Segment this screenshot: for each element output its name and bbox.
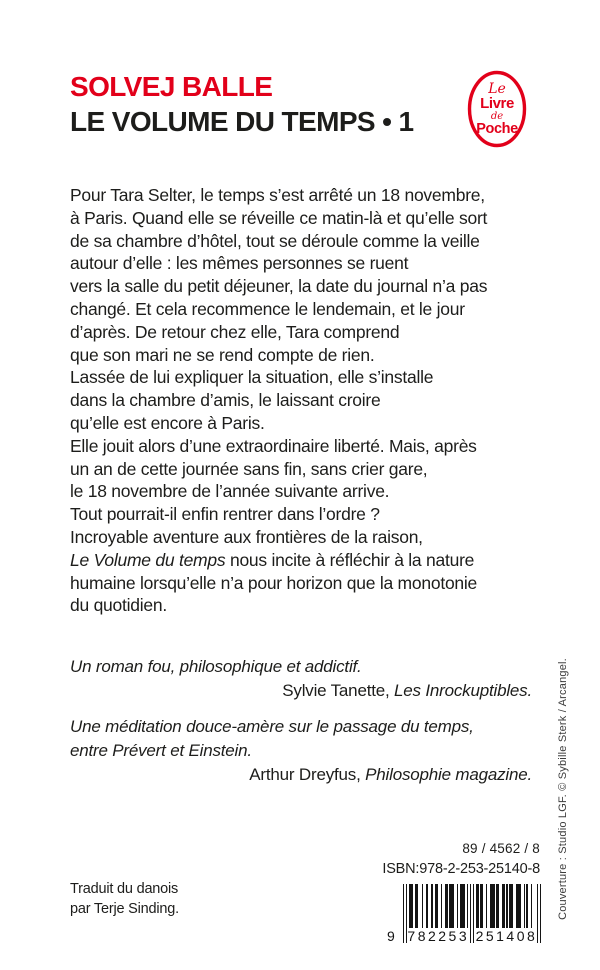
text-segment: Un roman fou, philosophique et addictif.: [70, 657, 362, 676]
barcode: [387, 884, 541, 944]
text-segment: Les Inrockuptibles.: [394, 681, 532, 700]
translation-note: [70, 879, 179, 919]
description-line: [70, 275, 540, 298]
isbn-text: ISBN:978-2-253-25140-8: [382, 861, 540, 877]
description-line: [70, 366, 540, 389]
text-segment: dans la chambre d’amis, le laissant croire: [70, 390, 381, 411]
description-line: [70, 412, 540, 435]
text-segment: humaine lorsqu’elle n’a pour horizon que la monotonie: [70, 572, 478, 593]
text-segment: vers la salle du petit déjeuner, la date du journal n’a pas: [70, 276, 488, 297]
logo-word-poche: Poche: [476, 121, 518, 137]
publisher-logo: [466, 69, 528, 149]
cover-credit-vertical: Couverture : Studio LGF. © Sybille Sterk / Arcangel.: [557, 658, 569, 920]
barcode-bar: [473, 884, 474, 943]
description-line: [70, 480, 540, 503]
text-segment: qu’elle est encore à Paris.: [70, 412, 265, 433]
description-line: [70, 435, 540, 458]
text-segment: de sa chambre d’hôtel, tout se déroule comme la veille: [70, 230, 480, 251]
text-segment: Lassée de lui expliquer la situation, elle s’installe: [70, 367, 434, 388]
press-quotes: [70, 655, 532, 799]
quote-line: [70, 739, 532, 763]
book-title: LE VOLUME DU TEMPS • 1: [70, 106, 414, 137]
text-segment: Sylvie Tanette,: [282, 681, 395, 700]
logo-word-livre: Livre: [480, 95, 514, 112]
barcode-bar: [403, 884, 404, 943]
barcode-bar: [540, 884, 541, 943]
barcode-right-digits: 251408: [475, 928, 538, 944]
text-segment: le 18 novembre de l’année suivante arrive.: [70, 481, 390, 502]
text-segment: entre Prévert et Einstein.: [70, 741, 252, 760]
description-line: [70, 594, 540, 617]
text-segment: Elle jouit alors d’une extraordinaire liberté. Mais, après: [70, 435, 477, 456]
quote-attribution: [70, 679, 532, 703]
text-segment: un an de cette journée sans fin, sans crier gare,: [70, 458, 428, 479]
quote-attribution: [70, 763, 532, 787]
text-segment: à Paris. Quand elle se réveille ce matin-là et qu’elle sort: [70, 207, 488, 228]
text-segment: Arthur Dreyfus,: [249, 765, 366, 784]
text-segment: Incroyable aventure aux frontières de la raison,: [70, 526, 423, 547]
description-line: [70, 458, 540, 481]
author-name: SOLVEJ BALLE: [70, 71, 273, 102]
text-segment: autour d’elle : les mêmes personnes se ruent: [70, 253, 409, 274]
publisher-logo-graphic: [466, 69, 528, 149]
description-line: [70, 526, 540, 549]
text-segment: Philosophie magazine.: [365, 765, 532, 784]
description-line: [70, 572, 540, 595]
quote: [70, 715, 532, 787]
description-line: [70, 321, 540, 344]
description-line: [70, 230, 540, 253]
text-segment: Pour Tara Selter, le temps s’est arrêté un 18 novembre,: [70, 185, 485, 205]
description-line: [70, 549, 540, 572]
description-line: [70, 184, 540, 207]
description-line: [70, 503, 540, 526]
barcode-bar: [470, 884, 471, 943]
header: [70, 70, 414, 140]
text-segment: nous incite à réfléchir à la nature: [225, 549, 475, 570]
logo-word-de: de: [490, 111, 504, 122]
text-segment: Une méditation douce-amère sur le passage du temps,: [70, 717, 474, 736]
translation-line-2: par Terje Sinding.: [70, 901, 179, 917]
text-segment: Tout pourrait-il enfin rentrer dans l’ordre ?: [70, 504, 380, 525]
description-line: [70, 298, 540, 321]
quote-line: [70, 655, 532, 679]
text-segment: d’après. De retour chez elle, Tara comprend: [70, 321, 400, 342]
barcode-left-digits: 782253: [407, 928, 470, 944]
translation-line-1: Traduit du danois: [70, 881, 179, 897]
barcode-first-digit: 9: [387, 928, 395, 944]
quote: [70, 655, 532, 703]
description: [70, 184, 540, 617]
text-segment: que son mari ne se rend compte de rien.: [70, 344, 375, 365]
logo-word-le: Le: [488, 81, 506, 97]
print-code: 89 / 4562 / 8: [462, 841, 540, 856]
description-line: [70, 252, 540, 275]
quote-line: [70, 715, 532, 739]
text-segment: changé. Et cela recommence le lendemain, et le jour: [70, 298, 465, 319]
description-line: [70, 207, 540, 230]
description-line: [70, 389, 540, 412]
text-segment: du quotidien.: [70, 595, 167, 616]
description-line: [70, 344, 540, 367]
text-segment: Le Volume du temps: [70, 549, 226, 570]
